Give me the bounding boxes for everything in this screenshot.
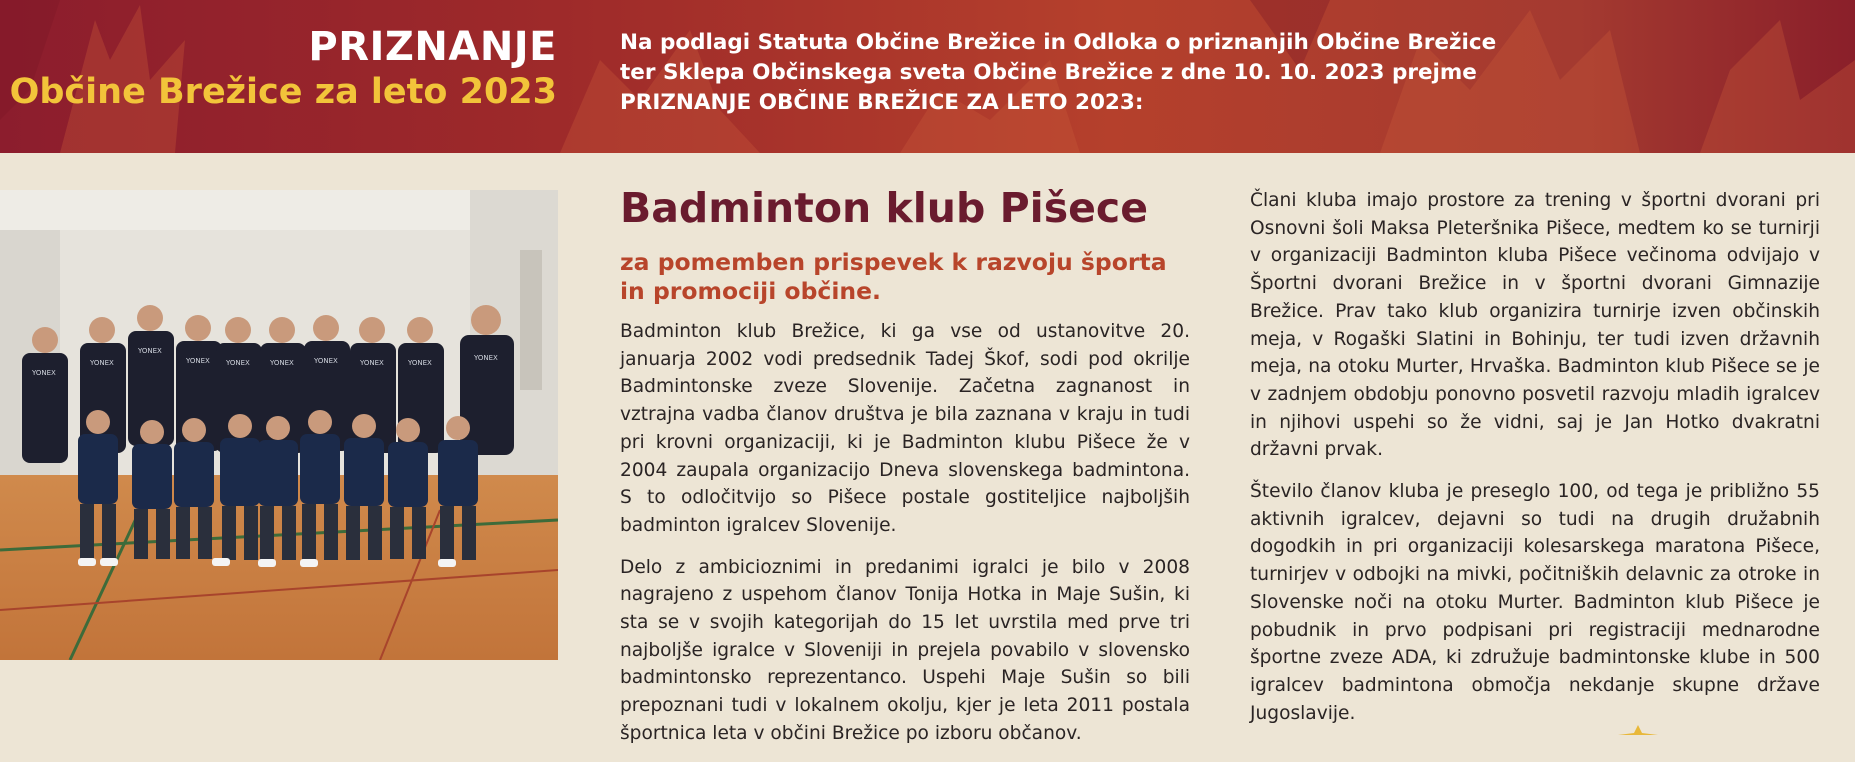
article-paragraph: Badminton klub Brežice, ki ga vse od ustanovitve 20. januarja 2002 vodi predsednik Tadej Škof, sodi pod okrilje Badmintonske zveze Slovenije. Začetna zagnanost in vztrajna vadba članov društva je bila zaznana v kraju in tudi pri krovni organizaciji, ki je Badminton klubu Pišece že v 2004 zaupala organizacijo Dneva slovenskega badmintona. S to odločitvijo so Pišece postale gostiteljice najboljših badminton igralcev Slovenije. — [620, 321, 1190, 536]
banner-intro-line: PRIZNANJE OBČINE BREŽICE ZA LETO 2023: — [620, 90, 1144, 115]
article-title: Badminton klub Pišece — [620, 184, 1149, 232]
shirt-logo-text: YONEX — [226, 359, 250, 367]
shirt-logo-text: YONEX — [90, 359, 114, 367]
shirt-logo-text: YONEX — [32, 369, 56, 377]
shirt-logo-text: YONEX — [186, 357, 210, 365]
star-decoration-icon — [1618, 725, 1658, 737]
article-paragraph: Člani kluba imajo prostore za trening v športni dvorani pri Osnovni šoli Maksa Pleteršnika Pišece, medtem ko se turnirji v organizaciji Badminton kluba Pišece večinoma odvijajo v Športni dvorani Brežice in v športni dvorani Gimnazije Brežice. Prav tako klub organizira turnirje izven občinskih meja, v Rogaški Slatini in Bohinju, ter tudi izven državnih meja, na otoku Murter, Hrvaška. Badminton klub Pišece se je v zadnjem obdobju ponovno posvetil razvoju mladih igralcev in njihovi uspehi so že vidni, saj je Jan Hotko dvakratni državni prvak. — [1250, 190, 1820, 461]
shirt-logo-text: YONEX — [360, 359, 384, 367]
article-paragraph: Število članov kluba je preseglo 100, od tega je približno 55 aktivnih igralcev, dejavni so tudi na drugih družabnih dogodkih in pri organizaciji kolesarskega maratona Pišece, turnirjev v odbojki na mivki, počitniških delavnic za otroke in Slovenske noči na otoku Murter. Badminton klub Pišece je pobudnik in prvo podpisani pri registraciji mednarodne športne zveze ADA, ki združuje badmintonske klube in 500 igralcev badmintona območja nekdanje skupne države Jugoslavije. — [1250, 481, 1820, 724]
shirt-logo-text: YONEX — [314, 357, 338, 365]
shirt-logo-text: YONEX — [138, 347, 162, 355]
shirt-logo-text: YONEX — [474, 354, 498, 362]
banner-intro-line: ter Sklepa Občinskega sveta Občine Brežice z dne 10. 10. 2023 prejme — [620, 60, 1477, 85]
banner-title-line2: Občine Brežice za leto 2023 — [9, 72, 557, 112]
article-column-1 — [620, 318, 1190, 762]
shirt-logo-text: YONEX — [270, 359, 294, 367]
team-photo — [0, 190, 558, 660]
banner-intro-text — [620, 28, 1620, 118]
article-subtitle: za pomemben prispevek k razvoju športa in promociji občine. — [620, 248, 1167, 305]
shirt-logo-text: YONEX — [408, 359, 432, 367]
banner-intro-line: Na podlagi Statuta Občine Brežice in Odloka o priznanjih Občine Brežice — [620, 30, 1497, 55]
banner-title-line1: PRIZNANJE — [308, 24, 557, 70]
team-photo-illustration — [0, 190, 558, 660]
header-banner — [0, 0, 1855, 153]
banner-title — [0, 24, 557, 114]
article-paragraph: Delo z ambicioznimi in predanimi igralci je bilo v 2008 nagrajeno z uspehom članov Tonija Hotka in Maje Sušin, ki sta se v svojih kategorijah do 15 let uvrstila med prve tri najboljše igralce v Sloveniji in prejela povabilo v slovensko badmintonsko reprezentanco. Uspehi Maje Sušin so bili prepoznani tudi v lokalnem okolju, kjer je leta 2011 postala športnica leta v občini Brežice po izboru občanov. — [620, 556, 1190, 744]
article-column-2 — [1250, 187, 1820, 741]
